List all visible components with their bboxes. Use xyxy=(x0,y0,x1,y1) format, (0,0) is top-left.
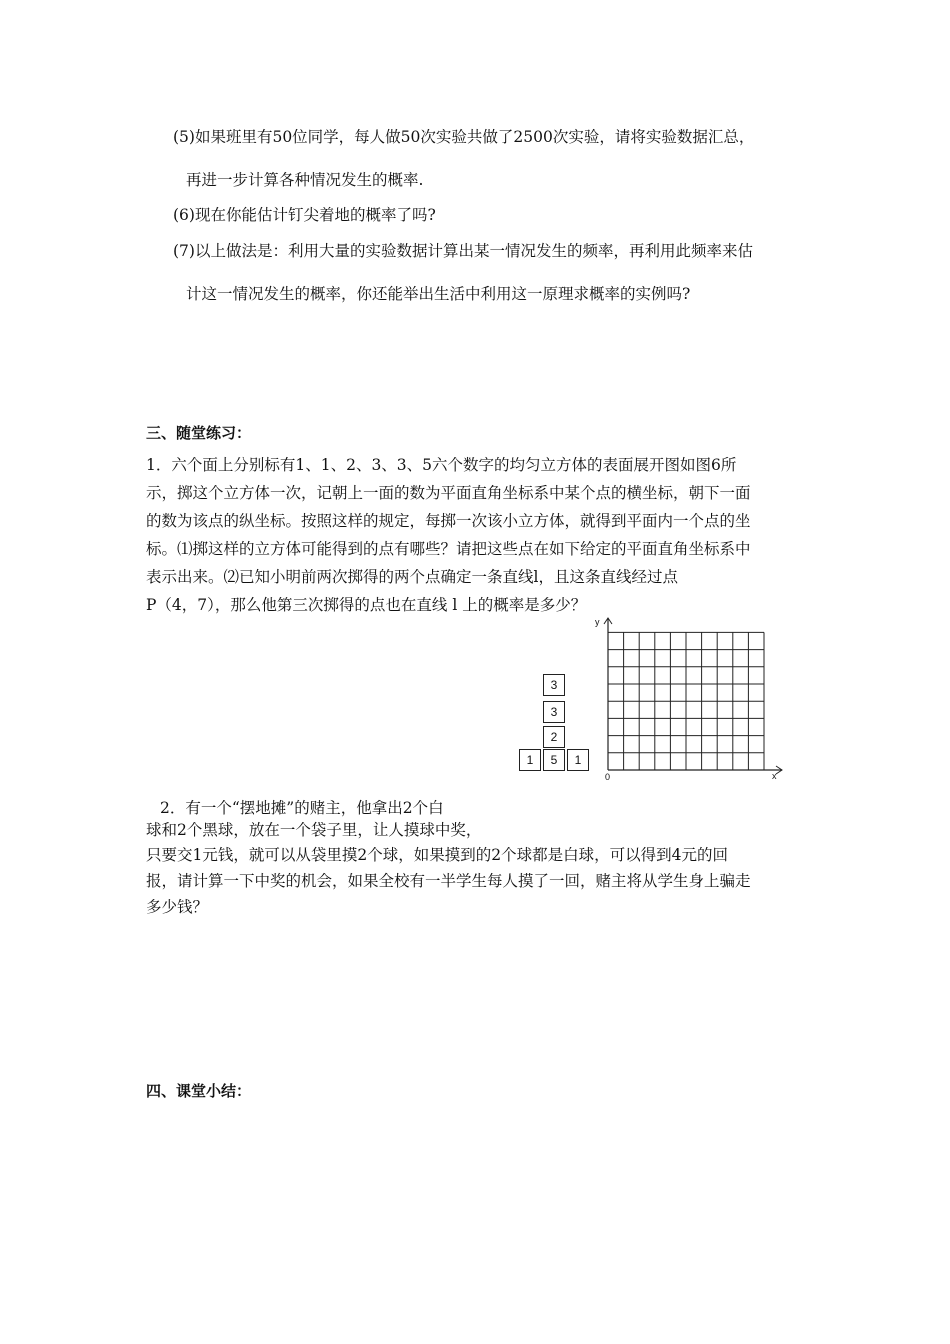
exercise-1-line: 标。⑴掷这样的立方体可能得到的点有哪些？请把这些点在如下给定的平面直角坐标系中 xyxy=(146,540,751,558)
exercise-2-line1: 2．有一个“摆地摊”的赌主，他拿出2个白 xyxy=(160,799,444,817)
net-face-top: 3 xyxy=(543,674,565,696)
exercise-1-line: 表示出来。⑵已知小明前两次掷得的两个点确定一条直线l，且这条直线经过点 xyxy=(146,568,678,586)
question-5-line2: 再进一步计算各种情况发生的概率. xyxy=(186,171,424,189)
section-3-heading: 三、随堂练习： xyxy=(146,424,252,442)
net-face-middle: 2 xyxy=(543,726,565,748)
net-face-left: 1 xyxy=(519,749,541,771)
exercise-2-line: 报，请计算一下中奖的机会，如果全校有一半学生每人摸了一回，赌主将从学生身上骗走 xyxy=(146,872,751,890)
section-4-heading: 四、课堂小结： xyxy=(146,1082,252,1100)
question-6: (6)现在你能估计钉尖着地的概率了吗? xyxy=(173,206,436,224)
origin-label: 0 xyxy=(605,772,611,782)
exercise-2-line: 多少钱？ xyxy=(146,898,209,916)
exercise-1-line: 示，掷这个立方体一次，记朝上一面的数为平面直角坐标系中某个点的横坐标，朝下一面 xyxy=(146,484,751,502)
exercise-2-rest xyxy=(146,842,806,920)
exercise-1-line: 1．六个面上分别标有1、1、2、3、3、5六个数字的均匀立方体的表面展开图如图6所 xyxy=(146,456,737,474)
exercise-2-line: 只要交1元钱，就可以从袋里摸2个球，如果摸到的2个球都是白球，可以得到4元的回 xyxy=(146,846,728,864)
net-face-right: 1 xyxy=(567,749,589,771)
exercise-1-line: 的数为该点的纵坐标。按照这样的规定，每掷一次该小立方体，就得到平面内一个点的坐 xyxy=(146,512,751,530)
grid-svg xyxy=(592,615,792,785)
exercise-1-line: P（4，7），那么他第三次掷得的点也在直线 l 上的概率是多少？ xyxy=(146,596,587,614)
cube-net-figure xyxy=(519,674,591,774)
exercise-1 xyxy=(146,451,806,619)
coordinate-grid xyxy=(592,615,792,785)
question-5-line1: (5)如果班里有50位同学，每人做50次实验共做了2500次实验，请将实验数据汇总， xyxy=(173,128,755,146)
y-axis-label: y xyxy=(595,617,600,627)
net-face-center: 5 xyxy=(543,749,565,771)
net-face-upper: 3 xyxy=(543,701,565,723)
exercise-2-line2: 球和2个黑球，放在一个袋子里，让人摸球中奖， xyxy=(146,821,482,839)
x-axis-label: x xyxy=(772,771,777,781)
question-7-line2: 计这一情况发生的概率，你还能举出生活中利用这一原理求概率的实例吗? xyxy=(186,285,691,303)
question-7-line1: (7)以上做法是：利用大量的实验数据计算出某一情况发生的频率，再利用此频率来估 xyxy=(173,242,753,260)
